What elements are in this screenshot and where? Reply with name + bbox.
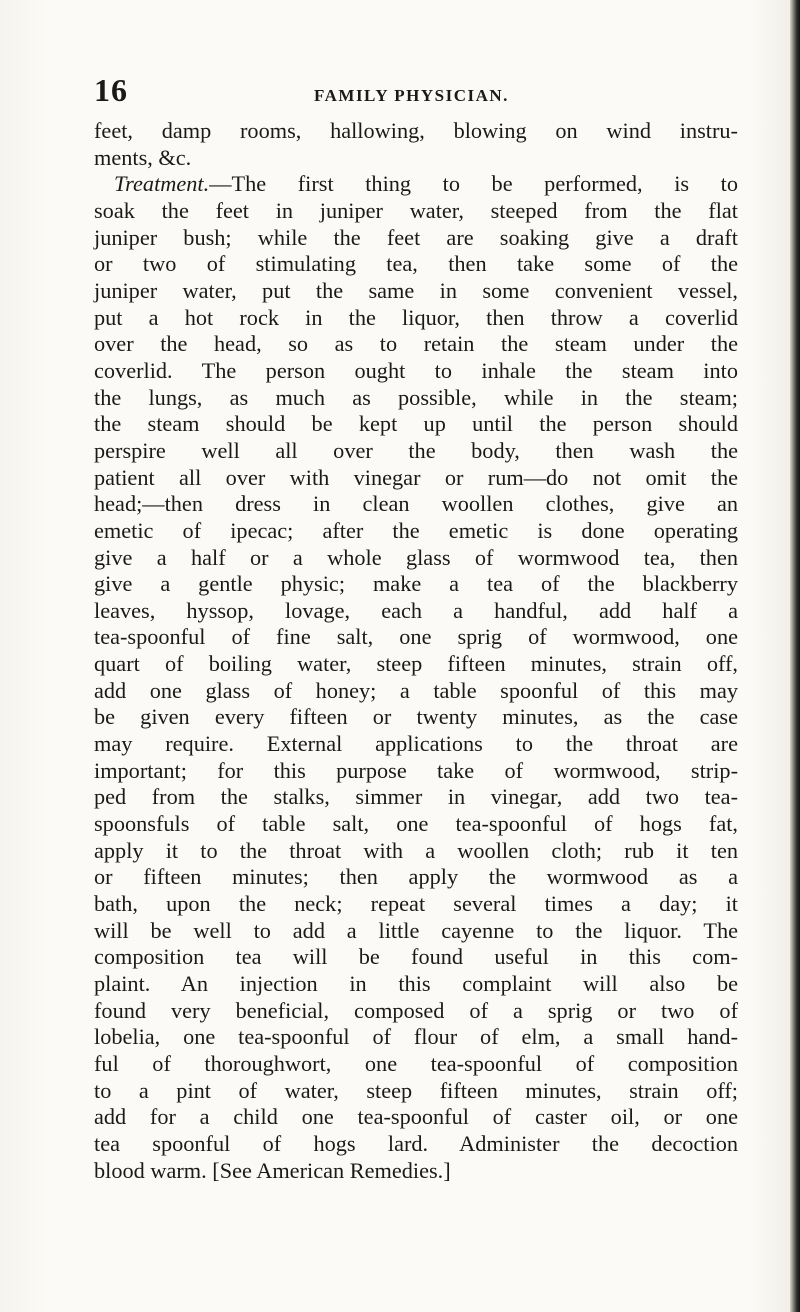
text-line: add for a child one tea-spoonful of caster oil, or one — [94, 1104, 738, 1130]
text-line: found very beneficial, composed of a sprig or two of — [94, 997, 738, 1023]
text-line: Treatment.—The first thing to be performed, is to — [114, 171, 738, 197]
text-line: ful of thoroughwort, one tea-spoonful of composition — [94, 1050, 738, 1076]
page-number: 16 — [94, 72, 128, 108]
text-line: add one glass of honey; a table spoonful of this may — [94, 677, 738, 703]
text-line: patient all over with vinegar or rum—do not omit the — [94, 464, 738, 490]
text-line: bath, upon the neck; repeat several times a day; it — [94, 891, 738, 917]
text-line: important; for this purpose take of wormwood, strip- — [94, 757, 738, 783]
body-text — [94, 118, 738, 1184]
text-line: quart of boiling water, steep fifteen minutes, strain off, — [94, 651, 738, 677]
text-line: juniper water, put the same in some convenient vessel, — [94, 277, 738, 303]
text-line: to a pint of water, steep fifteen minutes, strain off; — [94, 1077, 738, 1103]
text-line: perspire well all over the body, then wash the — [94, 437, 738, 463]
running-head: FAMILY PHYSICIAN. — [314, 86, 509, 105]
text-line: give a gentle physic; make a tea of the blackberry — [94, 571, 738, 597]
text-line: ped from the stalks, simmer in vinegar, add two tea- — [94, 784, 738, 810]
text-line: the steam should be kept up until the person should — [94, 411, 738, 437]
text-line: the lungs, as much as possible, while in the steam; — [94, 384, 738, 410]
text-line: be given every fifteen or twenty minutes, as the case — [94, 704, 738, 730]
text-line: emetic of ipecac; after the emetic is done operating — [94, 517, 738, 543]
text-line: spoonsfuls of table salt, one tea-spoonful of hogs fat, — [94, 811, 738, 837]
text-line: give a half or a whole glass of wormwood tea, then — [94, 544, 738, 570]
text-line: tea spoonful of hogs lard. Administer the decoction — [94, 1130, 738, 1156]
text-line: juniper bush; while the feet are soaking give a draft — [94, 224, 738, 250]
text-line: leaves, hyssop, lovage, each a handful, add half a — [94, 597, 738, 623]
text-line: may require. External applications to the throat are — [94, 731, 738, 757]
text-line: plaint. An injection in this complaint will also be — [94, 971, 738, 996]
text-line: head;—then dress in clean woollen clothes, give an — [94, 491, 738, 517]
text-line: coverlid. The person ought to inhale the steam into — [94, 357, 738, 383]
text-line: blood warm. [See American Remedies.] — [94, 1157, 451, 1183]
page-edge-shadow — [790, 0, 800, 1312]
text-line: lobelia, one tea-spoonful of flour of elm, a small hand- — [94, 1024, 738, 1050]
text-line: apply it to the throat with a woollen cloth; rub it ten — [94, 837, 738, 863]
text-line: or two of stimulating tea, then take some of the — [94, 251, 738, 277]
text-line: or fifteen minutes; then apply the wormwood as a — [94, 864, 738, 890]
text-line: over the head, so as to retain the steam under the — [94, 331, 738, 357]
text-line: tea-spoonful of fine salt, one sprig of wormwood, one — [94, 624, 738, 650]
page-header — [94, 72, 732, 112]
text-line: feet, damp rooms, hallowing, blowing on wind instru- — [94, 118, 738, 143]
text-line: will be well to add a little cayenne to the liquor. The — [94, 917, 738, 943]
text-line: composition tea will be found useful in this com- — [94, 944, 738, 970]
text-line: soak the feet in juniper water, steeped from the flat — [94, 197, 738, 223]
text-line: ments, &c. — [94, 144, 192, 170]
text-line: put a hot rock in the liquor, then throw a coverlid — [94, 304, 738, 330]
